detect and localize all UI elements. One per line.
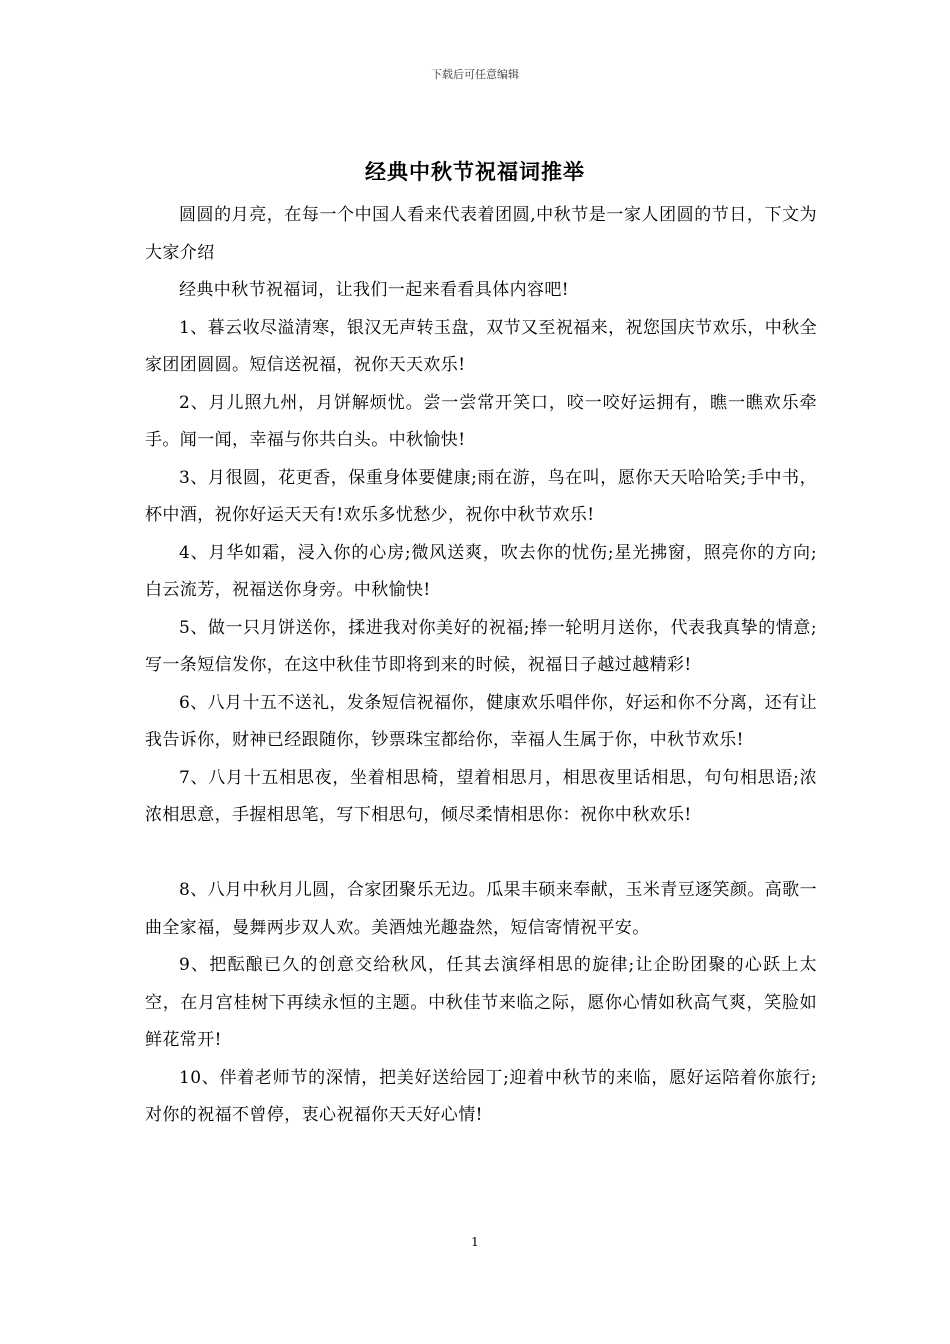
- blessing-item-1: 1、暮云收尽溢清寒，银汉无声转玉盘，双节又至祝福来，祝您国庆节欢乐，中秋全家团团圆圆。短信送祝福，祝你天天欢乐!: [145, 317, 817, 375]
- page-number: 1: [471, 1235, 479, 1249]
- blessing-item-9: 9、把酝酿已久的创意交给秋风，任其去演绎相思的旋律;让企盼团聚的心跃上太空，在月宫桂树下再续永恒的主题。中秋佳节来临之际，愿你心情如秋高气爽，笑脸如鲜花常开!: [145, 955, 817, 1050]
- document-body: [145, 197, 817, 1135]
- blessing-item-4: 4、月华如霜，浸入你的心房;微风送爽，吹去你的忧伤;星光拂窗，照亮你的方向;白云流芳，祝福送你身旁。中秋愉快!: [145, 542, 817, 600]
- blessing-item-10: 10、伴着老师节的深情，把美好送给园丁;迎着中秋节的来临，愿好运陪着你旅行;对你的祝福不曾停，衷心祝福你天天好心情!: [145, 1067, 817, 1125]
- document-title: 经典中秋节祝福词推举: [365, 159, 585, 184]
- intro-paragraph-2: 经典中秋节祝福词，让我们一起来看看具体内容吧!: [179, 280, 570, 300]
- blessing-item-6: 6、八月十五不送礼，发条短信祝福你，健康欢乐唱伴你，好运和你不分离，还有让我告诉你，财神已经跟随你，钞票珠宝都给你，幸福人生属于你，中秋节欢乐!: [145, 692, 817, 750]
- blessing-item-8: 8、八月中秋月儿圆，合家团聚乐无边。瓜果丰硕来奉献，玉米青豆逐笑颜。高歌一曲全家福，曼舞两步双人欢。美酒烛光趣盎然，短信寄情祝平安。: [145, 880, 817, 938]
- blessing-item-7: 7、八月十五相思夜，坐着相思椅，望着相思月，相思夜里话相思，句句相思语;浓浓相思意，手握相思笔，写下相思句，倾尽柔情相思你：祝你中秋欢乐!: [145, 767, 817, 825]
- blessing-item-5: 5、做一只月饼送你，揉进我对你美好的祝福;捧一轮明月送你，代表我真挚的情意;写一条短信发你，在这中秋佳节即将到来的时候，祝福日子越过越精彩!: [145, 617, 817, 675]
- blessing-item-2: 2、月儿照九州，月饼解烦忧。尝一尝常开笑口，咬一咬好运拥有，瞧一瞧欢乐牵手。闻一闻，幸福与你共白头。中秋愉快!: [145, 392, 817, 450]
- blank-line: [145, 835, 817, 873]
- blessing-item-3: 3、月很圆，花更香，保重身体要健康;雨在游，鸟在叫，愿你天天哈哈笑;手中书，杯中酒，祝你好运天天有!欢乐多忧愁少，祝你中秋节欢乐!: [145, 467, 817, 525]
- header-note: 下载后可任意编辑: [431, 68, 519, 81]
- intro-paragraph: 圆圆的月亮，在每一个中国人看来代表着团圆,中秋节是一家人团圆的节日，下文为大家介绍: [145, 205, 817, 263]
